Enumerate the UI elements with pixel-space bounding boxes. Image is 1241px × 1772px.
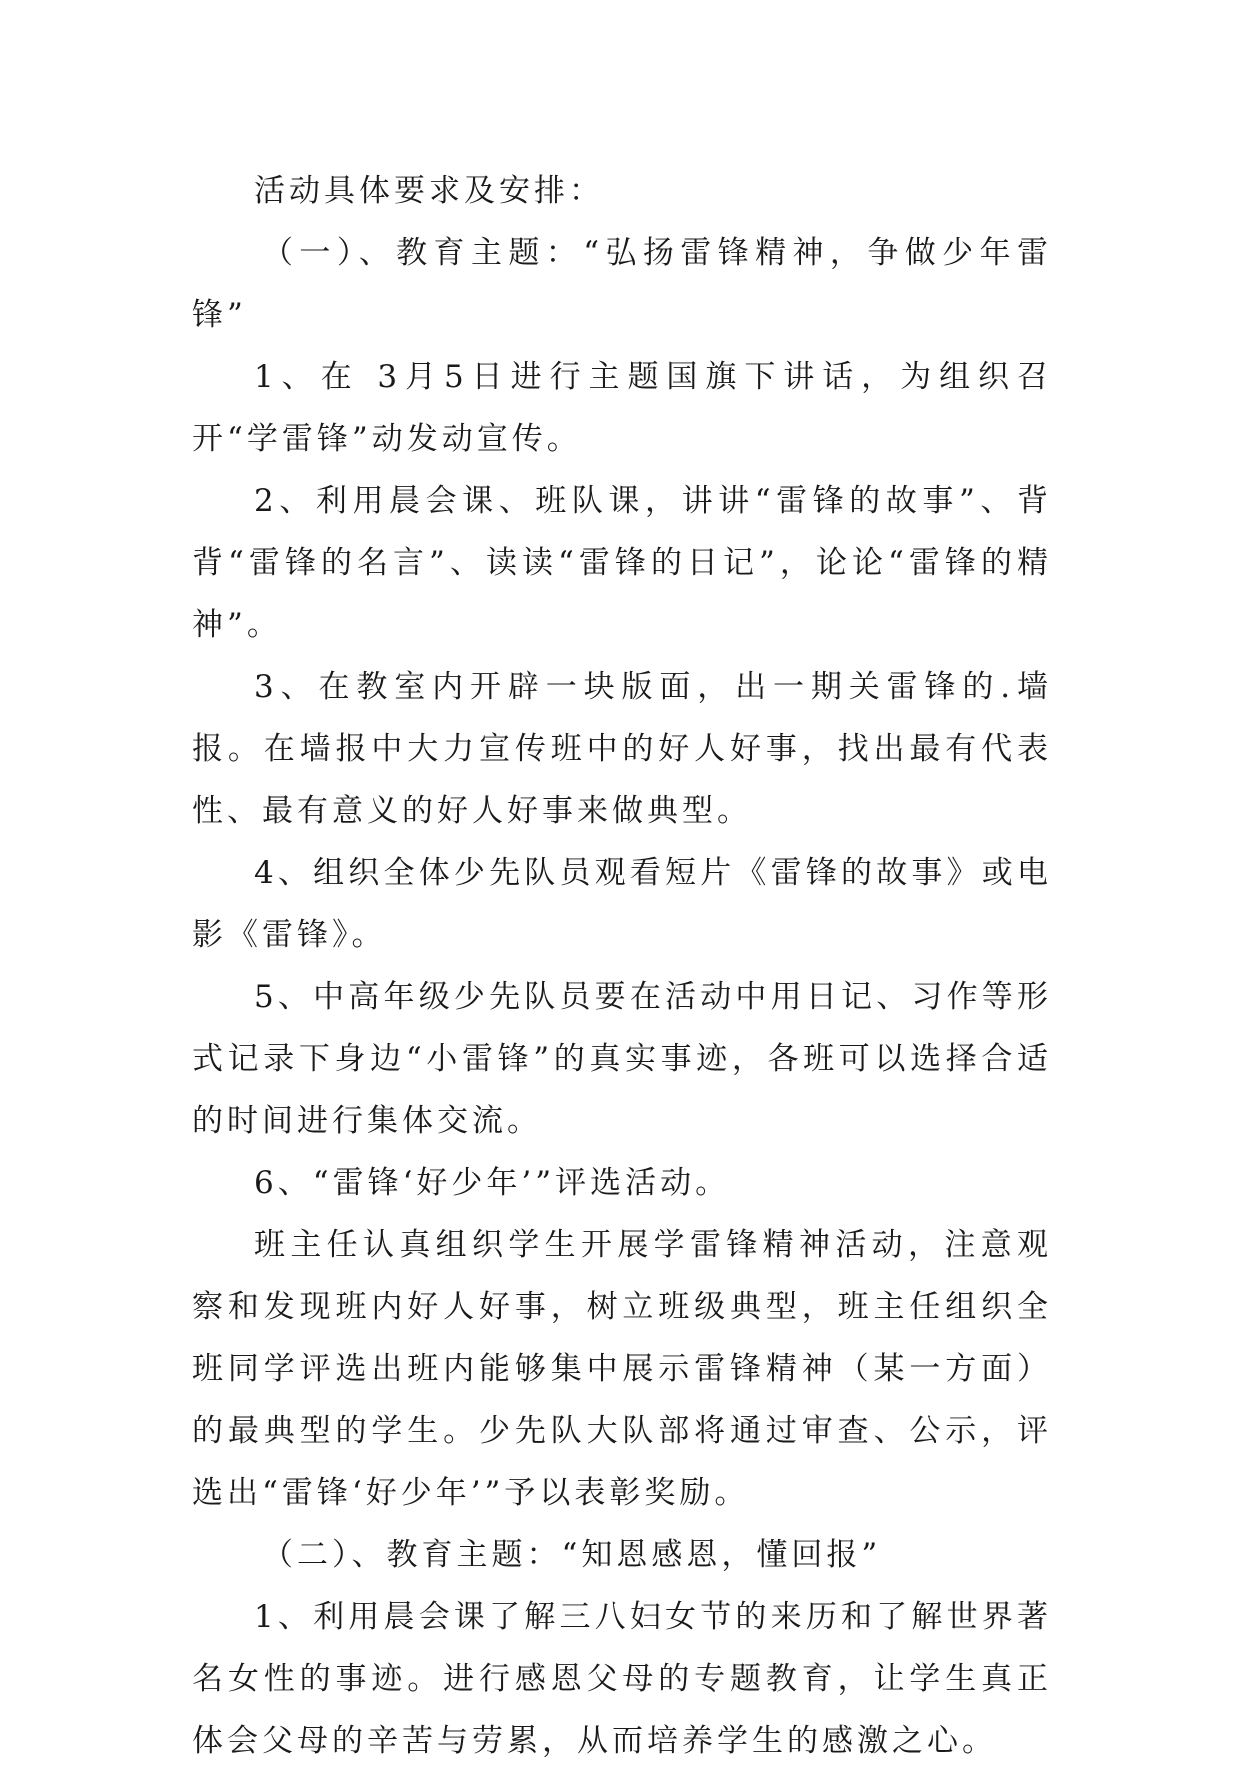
list-item-1-2: 2、利用晨会课、班队课，讲讲“雷锋的故事”、背背“雷锋的名言”、读读“雷锋的日记”，论论“雷锋的精神”。 — [192, 483, 1052, 643]
paragraph-requirements-intro: 活动具体要求及安排： — [254, 173, 604, 209]
paragraph-selection-details: 班主任认真组织学生开展学雷锋精神活动，注意观察和发现班内好人好事，树立班级典型，班主任组织全班同学评选出班内能够集中展示雷锋精神（某一方面）的最典型的学生。少先队大队部将通过审查、公示，评选出“雷锋‘好少年’”予以表彰奖励。 — [192, 1227, 1052, 1511]
list-item-1-6: 6、“雷锋‘好少年’”评选活动。 — [254, 1165, 731, 1201]
section-heading-2: （二）、教育主题：“知恩感恩，懂回报” — [262, 1537, 882, 1573]
section-heading-1: （一）、教育主题：“弘扬雷锋精神，争做少年雷锋” — [192, 235, 1052, 333]
list-item-2-1: 1、利用晨会课了解三八妇女节的来历和了解世界著名女性的事迹。进行感恩父母的专题教育，让学生真正体会父母的辛苦与劳累，从而培养学生的感激之心。 — [192, 1599, 1052, 1759]
list-item-1-1: 1、在 3月5日进行主题国旗下讲话，为组织召开“学雷锋”动发动宣传。 — [192, 359, 1052, 457]
list-item-1-4: 4、组织全体少先队员观看短片《雷锋的故事》或电影《雷锋》。 — [192, 855, 1052, 953]
document-body — [192, 160, 1052, 1772]
list-item-1-5: 5、中高年级少先队员要在活动中用日记、习作等形式记录下身边“小雷锋”的真实事迹，各班可以选择合适的时间进行集体交流。 — [192, 979, 1052, 1139]
list-item-1-3: 3、在教室内开辟一块版面，出一期关雷锋的.墙报。在墙报中大力宣传班中的好人好事，找出最有代表性、最有意义的好人好事来做典型。 — [192, 669, 1052, 829]
